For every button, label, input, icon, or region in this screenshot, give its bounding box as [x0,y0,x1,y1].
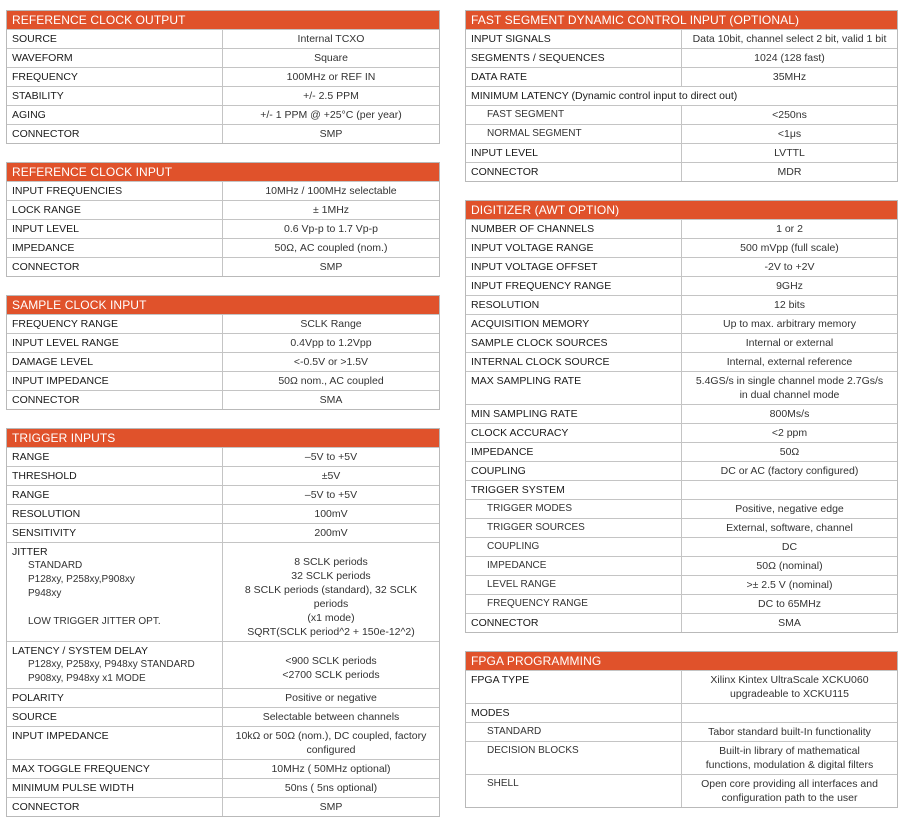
spec-label-cell [7,353,223,371]
spec-label: TRIGGER MODES [487,503,573,514]
spec-value: ±5V [321,470,341,482]
spec-label-cell [466,595,682,613]
spec-value: 500 mVpp (full scale) [740,242,839,254]
spec-label-cell [466,277,682,295]
spec-section-sample-clock-input [6,295,440,410]
spec-value: +/- 2.5 PPM [303,90,359,102]
spec-row [7,105,439,124]
spec-row [466,537,897,556]
spec-value: SMA [778,617,801,629]
spec-label: SHELL [487,778,519,789]
section-title: REFERENCE CLOCK INPUT [7,163,439,181]
spec-label-cell [466,30,682,48]
spec-row [7,504,439,523]
spec-label: LATENCY / SYSTEM DELAY [12,645,148,657]
spec-label-cell [7,30,223,48]
spec-label: FREQUENCY RANGE [487,598,588,609]
spec-row [7,390,439,409]
spec-row [7,759,439,778]
spec-value: External, software, channel [726,522,853,534]
spec-label-cell [466,125,682,143]
spec-row [466,371,897,404]
spec-row [466,219,897,238]
spec-row [466,333,897,352]
spec-value: ± 1MHz [312,204,350,216]
spec-label-cell [7,798,223,816]
spec-row [466,86,897,105]
spec-label: LEVEL RANGE [487,579,557,590]
spec-value: +/- 1 PPM @ +25°C (per year) [260,109,402,121]
spec-label-cell [466,576,682,594]
spec-label: SOURCE [12,33,57,45]
spec-row [7,641,439,688]
spec-row [7,726,439,759]
spec-value: <1μs [777,128,802,140]
spec-label: MINIMUM LATENCY (Dynamic control input to direct out) [471,90,738,102]
spec-label: CONNECTOR [471,166,539,178]
spec-label: INPUT FREQUENCIES [12,185,123,197]
spec-label: WAVEFORM [12,52,73,64]
section-title: REFERENCE CLOCK OUTPUT [7,11,439,29]
spec-label: MAX TOGGLE FREQUENCY [12,763,150,775]
spec-row [7,688,439,707]
spec-row [466,518,897,537]
section-title: FPGA PROGRAMMING [466,652,897,670]
spec-value: Internal TCXO [297,33,365,45]
spec-row [466,257,897,276]
spec-value: 1024 (128 fast) [754,52,825,64]
spec-value: 50Ω (nominal) [756,560,823,572]
spec-label: DAMAGE LEVEL [12,356,94,368]
spec-value: Internal, external reference [726,356,853,368]
spec-value: >± 2.5 V (nominal) [746,579,833,591]
spec-label: SENSITIVITY [12,527,77,539]
spec-row [466,238,897,257]
spec-label: STABILITY [12,90,64,102]
spec-label: FREQUENCY [12,71,78,83]
section-title: FAST SEGMENT DYNAMIC CONTROL INPUT (OPTIONAL) [466,11,897,29]
spec-value: -2V to +2V [764,261,815,273]
spec-label-cell [466,334,682,352]
spec-label-cell [7,505,223,523]
section-title: DIGITIZER (AWT OPTION) [466,201,897,219]
spec-label-cell [7,486,223,504]
spec-label-cell [7,68,223,86]
spec-label: CONNECTOR [471,617,539,629]
spec-label-cell [466,723,682,741]
spec-label: INPUT VOLTAGE OFFSET [471,261,598,273]
spec-label-cell [466,68,682,86]
spec-value: 5.4GS/s in single channel mode 2.7Gs/s in dual channel mode [695,375,884,401]
spec-label-cell [466,372,682,404]
spec-label: ACQUISITION MEMORY [471,318,590,330]
spec-row [7,181,439,200]
spec-value: SMP [319,128,343,140]
spec-label: SAMPLE CLOCK SOURCES [471,337,608,349]
spec-row [466,67,897,86]
spec-value: 10MHz / 100MHz selectable [265,185,397,197]
spec-row [7,314,439,333]
spec-row [7,797,439,816]
spec-label: INPUT IMPEDANCE [12,375,109,387]
spec-value: 10MHz ( 50MHz optional) [271,763,391,775]
spec-row [7,542,439,641]
spec-value: 50Ω nom., AC coupled [278,375,384,387]
spec-label-cell [466,353,682,371]
spec-row [7,447,439,466]
spec-label: CONNECTOR [12,394,80,406]
spec-row [7,523,439,542]
spec-label-cell [466,671,682,703]
spec-value: 0.6 Vp-p to 1.7 Vp-p [284,223,378,235]
spec-value: LVTTL [774,147,805,159]
spec-label-cell [7,315,223,333]
spec-row [7,124,439,143]
spec-label-cell [466,742,682,774]
spec-value: <900 SCLK periods <2700 SCLK periods [282,655,380,681]
spec-value: 100MHz or REF IN [286,71,376,83]
spec-label-cell [466,220,682,238]
right-column [465,10,898,826]
spec-label: AGING [12,109,46,121]
spec-label: FREQUENCY RANGE [12,318,118,330]
spec-row [466,295,897,314]
spec-value: Square [314,52,348,64]
spec-label: COUPLING [471,465,526,477]
spec-row [7,352,439,371]
spec-label: INPUT LEVEL [471,147,538,159]
spec-label: MIN SAMPLING RATE [471,408,578,420]
spec-value: –5V to +5V [304,489,358,501]
spec-row [466,442,897,461]
spec-label-cell [7,372,223,390]
spec-row [466,703,897,722]
spec-row [7,219,439,238]
spec-label-cell [466,239,682,257]
spec-label-cell [7,334,223,352]
spec-value: SMP [319,801,343,813]
spec-label-cell [466,405,682,423]
spec-label: DECISION BLOCKS [487,745,579,756]
spec-row [466,29,897,48]
spec-row [466,670,897,703]
spec-value: MDR [777,166,802,178]
spec-row [466,461,897,480]
spec-value: <2 ppm [771,427,808,439]
spec-value: Up to max. arbitrary memory [722,318,857,330]
spec-label-cell [466,462,682,480]
spec-row [7,67,439,86]
spec-label: IMPEDANCE [12,242,75,254]
spec-label: CLOCK ACCURACY [471,427,569,439]
spec-label: INTERNAL CLOCK SOURCE [471,356,610,368]
spec-label: FAST SEGMENT [487,109,565,120]
spec-label-cell [7,87,223,105]
spec-label: IMPEDANCE [487,560,547,571]
spec-row [7,371,439,390]
spec-sublabels: STANDARD P128xy, P258xy,P908xy P948xy LOW TRIGGER JITTER OPT. [28,560,161,627]
section-title: TRIGGER INPUTS [7,429,439,447]
spec-value: Tabor standard built-In functionality [708,726,871,738]
spec-value: 0.4Vpp to 1.2Vpp [290,337,372,349]
spec-value: SMA [319,394,343,406]
spec-row [466,741,897,774]
spec-row [7,466,439,485]
spec-label: INPUT FREQUENCY RANGE [471,280,612,292]
spec-value: Open core providing all interfaces and configuration path to the user [701,778,878,804]
spec-row [7,257,439,276]
spec-label-cell [7,689,223,707]
spec-label: THRESHOLD [12,470,77,482]
spec-row [466,276,897,295]
spec-label: TRIGGER SYSTEM [471,484,565,496]
spec-label: DATA RATE [471,71,528,83]
spec-label: STANDARD [487,726,542,737]
spec-label: MINIMUM PULSE WIDTH [12,782,134,794]
spec-row [466,423,897,442]
spec-label-cell [7,49,223,67]
spec-label: NORMAL SEGMENT [487,128,582,139]
spec-label: INPUT VOLTAGE RANGE [471,242,594,254]
spec-value: Xilinx Kintex UltraScale XCKU060 upgradeable to XCKU115 [710,674,869,700]
spec-label-cell [466,443,682,461]
spec-value: Positive or negative [285,692,377,704]
spec-row [466,404,897,423]
spec-row [466,162,897,181]
spec-label: COUPLING [487,541,540,552]
spec-label-cell [466,538,682,556]
spec-value: Built-in library of mathematical functions, modulation & digital filters [705,745,874,771]
spec-value: 50Ω, AC coupled (nom.) [274,242,388,254]
spec-section-fpga-programming [465,651,898,808]
spec-label-cell [466,163,682,181]
spec-row [466,352,897,371]
spec-row [466,314,897,333]
spec-label: CONNECTOR [12,801,80,813]
spec-value: 9GHz [776,280,803,292]
spec-label: SOURCE [12,711,57,723]
spec-label-cell [466,775,682,807]
spec-section-digitizer-awt-option [465,200,898,633]
spec-label-cell [7,760,223,778]
spec-row [7,86,439,105]
spec-row [466,722,897,741]
spec-label-cell [466,144,682,162]
spec-value: <250ns [772,109,807,121]
spec-row [466,143,897,162]
spec-row [466,556,897,575]
spec-row [7,200,439,219]
spec-row [466,105,897,124]
spec-value: –5V to +5V [304,451,358,463]
spec-label-cell [7,106,223,124]
spec-label: POLARITY [12,692,64,704]
spec-label-cell [466,557,682,575]
spec-value [682,481,897,499]
spec-value: 50ns ( 5ns optional) [284,782,378,794]
spec-value: SCLK Range [300,318,362,330]
spec-label: RANGE [12,489,50,501]
spec-row [7,48,439,67]
left-column [6,10,440,835]
spec-label: LOCK RANGE [12,204,81,216]
spec-value: 50Ω [779,446,800,458]
spec-label-cell [7,239,223,257]
spec-value: 12 bits [774,299,805,311]
spec-label: RESOLUTION [12,508,81,520]
spec-label-cell [7,467,223,485]
spec-label-cell [466,614,682,632]
spec-label-cell [7,642,223,688]
spec-value: Internal or external [745,337,834,349]
spec-sublabels: P128xy, P258xy, P948xy STANDARD P908xy, P948xy x1 MODE [28,659,195,684]
spec-value: 1 or 2 [776,223,803,235]
spec-value [682,704,897,722]
spec-label: FPGA TYPE [471,674,530,686]
spec-value: 800Ms/s [769,408,810,420]
spec-label: TRIGGER SOURCES [487,522,585,533]
spec-value: Selectable between channels [262,711,400,723]
spec-value: <-0.5V or >1.5V [293,356,369,368]
spec-row [7,333,439,352]
spec-section-trigger-inputs [6,428,440,817]
spec-label: INPUT SIGNALS [471,33,551,45]
spec-label-cell [466,519,682,537]
spec-row [466,774,897,807]
spec-row [466,124,897,143]
spec-label-cell [7,779,223,797]
spec-label-cell [7,708,223,726]
spec-label: NUMBER OF CHANNELS [471,223,595,235]
spec-label-cell [466,500,682,518]
spec-value: DC to 65MHz [757,598,821,610]
spec-row [7,238,439,257]
spec-label: SEGMENTS / SEQUENCES [471,52,605,64]
spec-value: Data 10bit, channel select 2 bit, valid 1 bit [692,33,887,45]
spec-section-fast-segment-dynamic-control-input-optional [465,10,898,182]
spec-value: 10kΩ or 50Ω (nom.), DC coupled, factory configured [235,730,427,756]
spec-label: RESOLUTION [471,299,540,311]
spec-value: DC or AC (factory configured) [720,465,859,477]
spec-row [466,499,897,518]
spec-label-cell [466,296,682,314]
spec-label-cell [466,258,682,276]
spec-value: SMP [319,261,343,273]
spec-label: CONNECTOR [12,128,80,140]
spec-label: INPUT IMPEDANCE [12,730,109,742]
spec-row [7,778,439,797]
spec-label-cell [7,727,223,759]
spec-label-cell [466,481,682,499]
spec-label: INPUT LEVEL [12,223,79,235]
spec-row [466,613,897,632]
spec-label-cell [466,106,682,124]
spec-label-cell [466,315,682,333]
spec-row [7,707,439,726]
spec-value: Positive, negative edge [735,503,844,515]
spec-value: 8 SCLK periods 32 SCLK periods 8 SCLK periods (standard), 32 SCLK periods (x1 mode) SQRT(SCLK period^2 + 150e-12^2) [244,556,418,638]
spec-label: MAX SAMPLING RATE [471,375,582,387]
spec-row [466,594,897,613]
spec-label: CONNECTOR [12,261,80,273]
spec-label: IMPEDANCE [471,446,534,458]
spec-label: RANGE [12,451,50,463]
spec-label-cell [466,49,682,67]
spec-value: 200mV [314,527,348,539]
spec-label-cell [7,258,223,276]
spec-row [7,485,439,504]
spec-label-cell [7,448,223,466]
spec-row [466,575,897,594]
spec-label-cell [7,391,223,409]
spec-label-cell [466,704,682,722]
spec-row [466,48,897,67]
spec-row [466,480,897,499]
spec-label-cell [7,220,223,238]
spec-label-cell [466,424,682,442]
spec-label-cell [7,524,223,542]
spec-label-cell [7,182,223,200]
spec-section-reference-clock-input [6,162,440,277]
spec-value: 100mV [314,508,348,520]
spec-label-cell [7,543,223,641]
section-title: SAMPLE CLOCK INPUT [7,296,439,314]
spec-value: 35MHz [772,71,807,83]
spec-value: DC [781,541,798,553]
spec-label: MODES [471,707,510,719]
spec-label-cell [7,201,223,219]
spec-row [7,29,439,48]
spec-label-cell [7,125,223,143]
spec-section-reference-clock-output [6,10,440,144]
spec-label: INPUT LEVEL RANGE [12,337,119,349]
spec-label: JITTER [12,546,48,558]
